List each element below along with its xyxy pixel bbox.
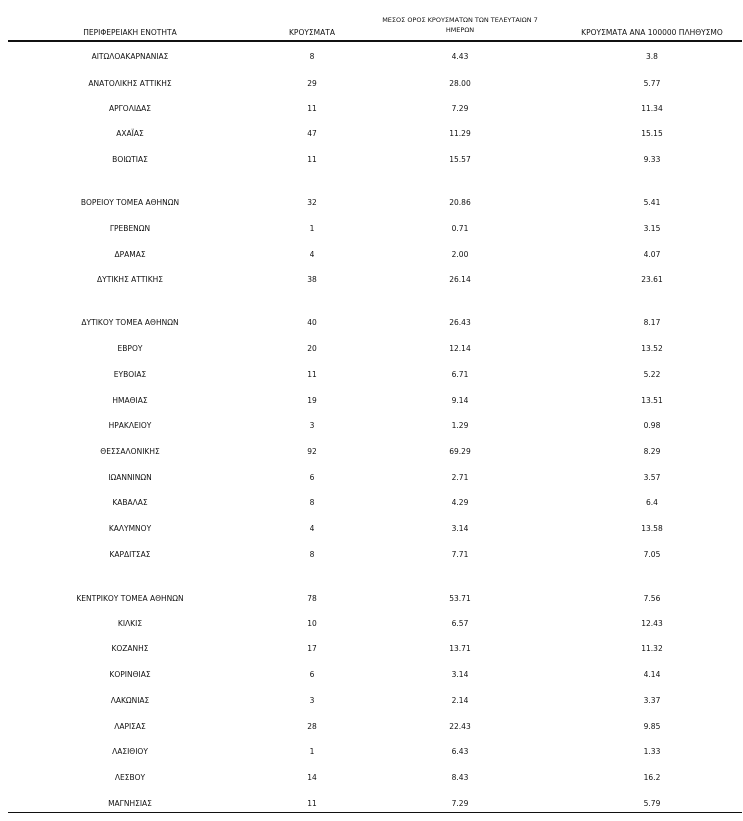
avg7-cell: 3.14 <box>451 524 469 533</box>
avg7-cell: 7.29 <box>451 104 469 113</box>
avg7-cell: 0.71 <box>451 224 469 233</box>
per100k-cell: 3.37 <box>643 696 661 705</box>
per100k-cell: 8.29 <box>643 447 661 456</box>
table-row <box>0 617 743 631</box>
region-cell: ΛΕΣΒΟΥ <box>114 773 146 782</box>
header-cases: ΚΡΟΥΣΜΑΤΑ <box>289 28 335 37</box>
table-row <box>0 694 743 708</box>
per100k-cell: 9.33 <box>643 155 661 164</box>
region-cell: ΛΑΣΙΘΙΟΥ <box>112 747 148 756</box>
table-row <box>0 77 743 91</box>
per100k-cell: 5.79 <box>643 799 661 808</box>
cases-cell: 8 <box>309 498 315 507</box>
per100k-cell: 3.15 <box>643 224 661 233</box>
region-cell: ΔΥΤΙΚΗΣ ΑΤΤΙΚΗΣ <box>97 275 163 284</box>
per100k-cell: 13.52 <box>641 344 663 353</box>
avg7-cell: 6.57 <box>451 619 469 628</box>
per100k-cell: 11.34 <box>641 104 663 113</box>
header-cases-per-100k: ΚΡΟΥΣΜΑΤΑ ΑΝΑ 100000 ΠΛΗΘΥΣΜΟ <box>581 28 723 37</box>
region-cell: ΔΡΑΜΑΣ <box>114 250 146 259</box>
table-row <box>0 771 743 785</box>
per100k-cell: 4.14 <box>643 670 661 679</box>
table-row <box>0 522 743 536</box>
cases-cell: 47 <box>307 129 317 138</box>
cases-cell: 10 <box>307 619 317 628</box>
per100k-cell: 12.43 <box>641 619 663 628</box>
cases-cell: 40 <box>307 318 317 327</box>
table-row <box>0 496 743 510</box>
region-cell: ΛΑΡΙΣΑΣ <box>114 722 146 731</box>
region-cell: ΒΟΡΕΙΟΥ ΤΟΜΕΑ ΑΘΗΝΩΝ <box>80 198 180 207</box>
table-row <box>0 342 743 356</box>
per100k-cell: 0.98 <box>643 421 661 430</box>
avg7-cell: 6.71 <box>451 370 469 379</box>
avg7-cell: 28.00 <box>449 79 471 88</box>
avg7-cell: 7.29 <box>451 799 469 808</box>
per100k-cell: 16.2 <box>643 773 661 782</box>
avg7-cell: 4.43 <box>451 52 469 61</box>
region-cell: ΚΟΡΙΝΘΙΑΣ <box>109 670 151 679</box>
table-row <box>0 153 743 167</box>
cases-cell: 38 <box>307 275 317 284</box>
cases-cell: 11 <box>307 370 317 379</box>
region-cell: ΙΩΑΝΝΙΝΩΝ <box>108 473 152 482</box>
cases-cell: 92 <box>307 447 317 456</box>
avg7-cell: 20.86 <box>449 198 471 207</box>
avg7-cell: 22.43 <box>449 722 471 731</box>
table-row <box>0 720 743 734</box>
table-row <box>0 316 743 330</box>
per100k-cell: 23.61 <box>641 275 663 284</box>
cases-cell: 14 <box>307 773 317 782</box>
header-rule <box>8 40 742 42</box>
region-cell: ΕΥΒΟΙΑΣ <box>113 370 147 379</box>
per100k-cell: 3.57 <box>643 473 661 482</box>
table-row <box>0 745 743 759</box>
per100k-cell: 5.77 <box>643 79 661 88</box>
cases-cell: 20 <box>307 344 317 353</box>
region-cell: ΓΡΕΒΕΝΩΝ <box>109 224 151 233</box>
per100k-cell: 9.85 <box>643 722 661 731</box>
avg7-cell: 2.14 <box>451 696 469 705</box>
table-row <box>0 222 743 236</box>
avg7-cell: 69.29 <box>449 447 471 456</box>
cases-cell: 28 <box>307 722 317 731</box>
cases-cell: 19 <box>307 396 317 405</box>
region-cell: ΚΑΡΔΙΤΣΑΣ <box>109 550 151 559</box>
region-cell: ΑΡΓΟΛΙΔΑΣ <box>108 104 152 113</box>
cases-cell: 6 <box>309 473 315 482</box>
per100k-cell: 6.4 <box>646 498 658 507</box>
avg7-cell: 2.00 <box>451 250 469 259</box>
table-row <box>0 50 743 64</box>
region-cell: ΗΜΑΘΙΑΣ <box>112 396 148 405</box>
avg7-cell: 3.14 <box>451 670 469 679</box>
cases-cell: 11 <box>307 799 317 808</box>
per100k-cell: 7.05 <box>643 550 661 559</box>
header-region: ΠΕΡΙΦΕΡΕΙΑΚΗ ΕΝΟΤΗΤΑ <box>83 28 177 37</box>
region-cell: ΗΡΑΚΛΕΙΟΥ <box>108 421 152 430</box>
table-row <box>0 368 743 382</box>
cases-cell: 32 <box>307 198 317 207</box>
cases-cell: 6 <box>309 670 315 679</box>
avg7-cell: 7.71 <box>451 550 469 559</box>
table-row <box>0 127 743 141</box>
per100k-cell: 11.32 <box>641 644 663 653</box>
avg7-cell: 53.71 <box>449 594 471 603</box>
table-row <box>0 548 743 562</box>
header-7day-average <box>370 15 550 35</box>
header-7day-average-line2: ΗΜΕΡΩΝ <box>445 26 475 34</box>
cases-cell: 11 <box>307 155 317 164</box>
region-cell: ΒΟΙΩΤΙΑΣ <box>112 155 148 164</box>
avg7-cell: 26.14 <box>449 275 471 284</box>
header-7day-average-line1: ΜΕΣΟΣ ΟΡΟΣ ΚΡΟΥΣΜΑΤΩΝ ΤΩΝ ΤΕΛΕΥΤΑΙΩΝ 7 <box>382 16 538 24</box>
per100k-cell: 5.41 <box>643 198 661 207</box>
table-row <box>0 797 743 811</box>
cases-cell: 29 <box>307 79 317 88</box>
cases-cell: 8 <box>309 550 315 559</box>
table-row <box>0 102 743 116</box>
cases-cell: 3 <box>309 696 315 705</box>
cases-cell: 3 <box>309 421 315 430</box>
avg7-cell: 12.14 <box>449 344 471 353</box>
cases-cell: 4 <box>309 250 315 259</box>
avg7-cell: 15.57 <box>449 155 471 164</box>
region-cell: ΘΕΣΣΑΛΟΝΙΚΗΣ <box>100 447 160 456</box>
region-cell: ΜΑΓΝΗΣΙΑΣ <box>108 799 152 808</box>
region-cell: ΚΕΝΤΡΙΚΟΥ ΤΟΜΕΑ ΑΘΗΝΩΝ <box>76 594 184 603</box>
per100k-cell: 1.33 <box>643 747 661 756</box>
avg7-cell: 26.43 <box>449 318 471 327</box>
avg7-cell: 6.43 <box>451 747 469 756</box>
table-row <box>0 419 743 433</box>
region-cell: ΑΝΑΤΟΛΙΚΗΣ ΑΤΤΙΚΗΣ <box>88 79 172 88</box>
avg7-cell: 1.29 <box>451 421 469 430</box>
cases-cell: 1 <box>309 747 315 756</box>
per100k-cell: 13.58 <box>641 524 663 533</box>
table-row <box>0 248 743 262</box>
per100k-cell: 5.22 <box>643 370 661 379</box>
cases-cell: 11 <box>307 104 317 113</box>
region-cell: ΔΥΤΙΚΟΥ ΤΟΜΕΑ ΑΘΗΝΩΝ <box>81 318 179 327</box>
table-row <box>0 592 743 606</box>
table-row <box>0 668 743 682</box>
cases-cell: 78 <box>307 594 317 603</box>
per100k-cell: 4.07 <box>643 250 661 259</box>
cases-cell: 1 <box>309 224 315 233</box>
avg7-cell: 4.29 <box>451 498 469 507</box>
avg7-cell: 11.29 <box>449 129 471 138</box>
per100k-cell: 15.15 <box>641 129 663 138</box>
table-row <box>0 273 743 287</box>
avg7-cell: 13.71 <box>449 644 471 653</box>
per100k-cell: 3.8 <box>646 52 658 61</box>
region-cell: ΚΑΛΥΜΝΟΥ <box>108 524 152 533</box>
table-row <box>0 196 743 210</box>
table-row <box>0 445 743 459</box>
region-cell: ΑΙΤΩΛΟΑΚΑΡΝΑΝΙΑΣ <box>91 52 169 61</box>
cases-cell: 4 <box>309 524 315 533</box>
per100k-cell: 8.17 <box>643 318 661 327</box>
region-cell: ΛΑΚΩΝΙΑΣ <box>110 696 150 705</box>
bottom-rule <box>8 812 742 813</box>
avg7-cell: 2.71 <box>451 473 469 482</box>
region-cell: ΚΟΖΑΝΗΣ <box>111 644 149 653</box>
per100k-cell: 7.56 <box>643 594 661 603</box>
avg7-cell: 9.14 <box>451 396 469 405</box>
region-cell: ΚΙΛΚΙΣ <box>117 619 143 628</box>
region-cell: ΑΧΑΪΑΣ <box>116 129 144 138</box>
table-row <box>0 642 743 656</box>
region-cell: ΕΒΡΟΥ <box>117 344 143 353</box>
table-row <box>0 394 743 408</box>
table-row <box>0 471 743 485</box>
region-cell: ΚΑΒΑΛΑΣ <box>112 498 148 507</box>
per100k-cell: 13.51 <box>641 396 663 405</box>
cases-cell: 8 <box>309 52 315 61</box>
cases-cell: 17 <box>307 644 317 653</box>
avg7-cell: 8.43 <box>451 773 469 782</box>
